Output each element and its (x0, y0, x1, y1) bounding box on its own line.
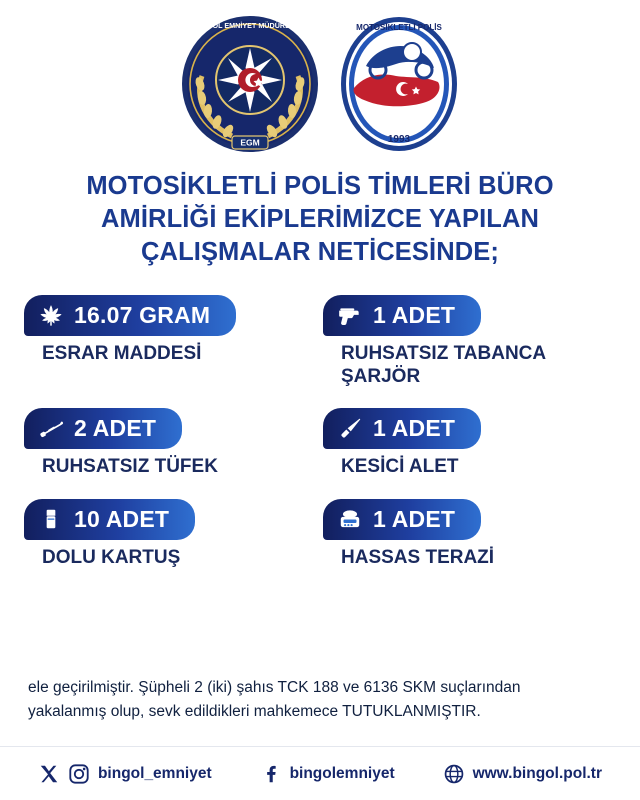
item-amount-pill (323, 499, 481, 540)
egm-logo-graphic (180, 14, 320, 154)
page-title-line-2: AMİRLİĞİ EKİPLERİMİZCE YAPILAN (101, 205, 539, 234)
item-amount-pill (24, 499, 195, 540)
item-amount: 2 ADET (74, 415, 157, 442)
list-item (24, 295, 317, 388)
item-label: ESRAR MADDESİ (42, 343, 202, 365)
item-amount: 1 ADET (373, 302, 456, 329)
knife-icon (337, 416, 363, 442)
item-amount: 16.07 GRAM (74, 302, 211, 329)
summary-text-line-1: ele geçirilmiştir. Şüpheli 2 (iki) şahıs TCK 188 ve 6136 SKM suçlarından (28, 679, 521, 696)
item-amount-pill (323, 295, 481, 336)
motosikletli-polis-logo (338, 14, 460, 159)
rifle-icon (38, 416, 64, 442)
social-group-website[interactable] (443, 763, 602, 785)
x-twitter-icon[interactable] (38, 763, 60, 785)
list-item (323, 408, 616, 478)
list-item (24, 499, 317, 569)
instagram-icon[interactable] (68, 763, 90, 785)
list-item (323, 499, 616, 569)
item-amount: 1 ADET (373, 505, 456, 532)
seized-items-grid (0, 295, 640, 569)
svg-text:1993: 1993 (387, 133, 411, 145)
item-amount-pill (24, 295, 236, 336)
logo-row (0, 0, 640, 158)
social-group-facebook[interactable] (260, 763, 395, 785)
website-url[interactable]: www.bingol.pol.tr (472, 764, 602, 782)
cartridge-icon (38, 506, 64, 532)
list-item (24, 408, 317, 478)
social-group-instagram-x[interactable] (38, 763, 212, 785)
item-label: RUHSATSIZ TABANCA ŞARJÖR (341, 343, 546, 387)
social-bar (0, 746, 640, 800)
page-title (0, 158, 640, 269)
social-handle-instagram[interactable]: bingol_emniyet (97, 764, 212, 782)
page-title-line-3: ÇALIŞMALAR NETİCESİNDE; (141, 238, 499, 267)
item-amount-pill (323, 408, 481, 449)
summary-text-line-2: yakalanmış olup, sevk edildikleri mahkemece TUTUKLANMIŞTIR. (28, 703, 481, 721)
page-title-line-1: MOTOSİKLETLİ POLİS TİMLERİ BÜRO (86, 172, 554, 200)
summary-text (28, 676, 612, 724)
item-amount: 1 ADET (373, 415, 456, 442)
moto-police-logo-graphic (338, 14, 460, 154)
facebook-icon[interactable] (260, 763, 282, 785)
bingol-emniyet-mudurlugu-logo (180, 14, 320, 159)
social-handle-facebook[interactable]: bingolemniyet (289, 764, 395, 782)
item-label: DOLU KARTUŞ (42, 546, 181, 568)
item-amount-pill (24, 408, 182, 449)
list-item (323, 295, 616, 388)
globe-icon[interactable] (443, 763, 465, 785)
svg-text:EGM: EGM (240, 137, 260, 147)
precision-scale-icon (337, 506, 363, 532)
svg-text:BİNGÖL EMNİYET MÜDÜRLÜĞÜ: BİNGÖL EMNİYET MÜDÜRLÜĞÜ (194, 20, 306, 30)
item-amount: 10 ADET (74, 505, 170, 532)
item-label: KESİCİ ALET (341, 456, 459, 478)
item-label: RUHSATSIZ TÜFEK (42, 456, 218, 478)
item-label: HASSAS TERAZİ (341, 546, 495, 568)
svg-text:MOTOSİKLETLİ POLİS: MOTOSİKLETLİ POLİS (356, 22, 442, 32)
pistol-icon (337, 303, 363, 329)
cannabis-leaf-icon (38, 303, 64, 329)
